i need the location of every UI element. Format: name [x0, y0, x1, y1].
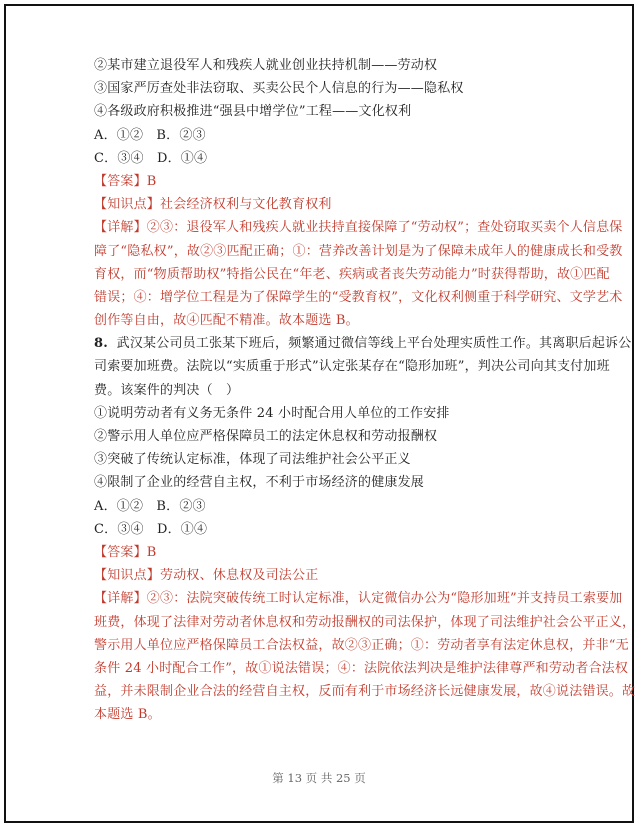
detail-line: 【详解】②③：退役军人和残疾人就业扶持直接保障了“劳动权”；查处窃取买卖个人信息保	[94, 220, 623, 236]
detail-line: 错误；④：增学位工程是为了保障学生的“受教育权”，文化权利侧重于科学研究、文学艺术	[94, 289, 623, 305]
detail-line: 益，并未限制企业合法的经营自主权，反而有利于市场经济长远健康发展，故④说法错误。故	[94, 684, 636, 700]
document-page	[4, 4, 634, 823]
detail-line: 障了“隐私权”，故②③匹配正确；①：营养改善计划是为了保障未成年人的健康成长和受教	[94, 243, 623, 259]
page-content	[94, 54, 636, 726]
detail-line: 班费，体现了法律对劳动者休息权和劳动报酬权的司法保护，体现了司法维护社会公平正义，	[94, 614, 636, 630]
detail-line: 警示用人单位应严格保障员工合法权益，故②③正确；①：劳动者享有法定休息权，并非“无	[94, 637, 629, 653]
option-line: ③国家严厉查处非法窃取、买卖公民个人信息的行为——隐私权	[94, 81, 464, 97]
choices-line: A．①② B．②③	[94, 498, 206, 514]
question-text: 武汉某公司员工张某下班后，频繁通过微信等线上平台处理实质性工作。其离职后起诉公	[116, 336, 632, 352]
detail-line: 【详解】②③：法院突破传统工时认定标准，认定微信办公为“隐形加班”并支持员工索要加	[94, 591, 623, 607]
option-line: ①说明劳动者有义务无条件 24 小时配合用人单位的工作安排	[94, 405, 450, 421]
detail-line: 育权，而“物质帮助权”特指公民在“年老、疾病或者丧失劳动能力”时获得帮助，故①匹配	[94, 266, 610, 282]
choices-line: C．③④ D．①④	[94, 150, 208, 166]
question-8-line: 司索要加班费。法院以“实质重于形式”认定张某存在“隐形加班”，判决公司向其支付加班	[94, 359, 610, 375]
option-line: ④各级政府积极推进“强县中增学位”工程——文化权利	[94, 104, 412, 120]
page-footer: 第 13 页 共 25 页	[272, 771, 366, 785]
answer-line: 【答案】B	[94, 544, 157, 560]
option-line: ③突破了传统认定标准，体现了司法维护社会公平正义	[94, 452, 411, 468]
choices-line: A．①② B．②③	[94, 127, 206, 143]
answer-line: 【答案】B	[94, 173, 157, 189]
detail-line: 条件 24 小时配合工作”，故①说法错误；④：法院依法判决是维护法律尊严和劳动者合法权	[94, 660, 629, 676]
option-line: ②某市建立退役军人和残疾人就业创业扶持机制——劳动权	[94, 58, 438, 73]
detail-line: 创作等自由，故④匹配不精准。故本题选 B。	[94, 313, 359, 329]
option-line: ②警示用人单位应严格保障员工的法定休息权和劳动报酬权	[94, 429, 438, 444]
knowledge-point-line: 【知识点】社会经济权利与文化教育权利	[94, 197, 332, 213]
question-8-line: 费。该案件的判决（ ）	[94, 382, 240, 398]
detail-line: 本题选 B。	[94, 707, 161, 723]
option-line: ④限制了企业的经营自主权，不利于市场经济的健康发展	[94, 475, 425, 491]
knowledge-point-line: 【知识点】劳动权、休息权及司法公正	[94, 568, 319, 584]
question-number: 8.	[94, 336, 108, 352]
choices-line: C．③④ D．①④	[94, 521, 208, 537]
question-8-line	[94, 332, 632, 355]
